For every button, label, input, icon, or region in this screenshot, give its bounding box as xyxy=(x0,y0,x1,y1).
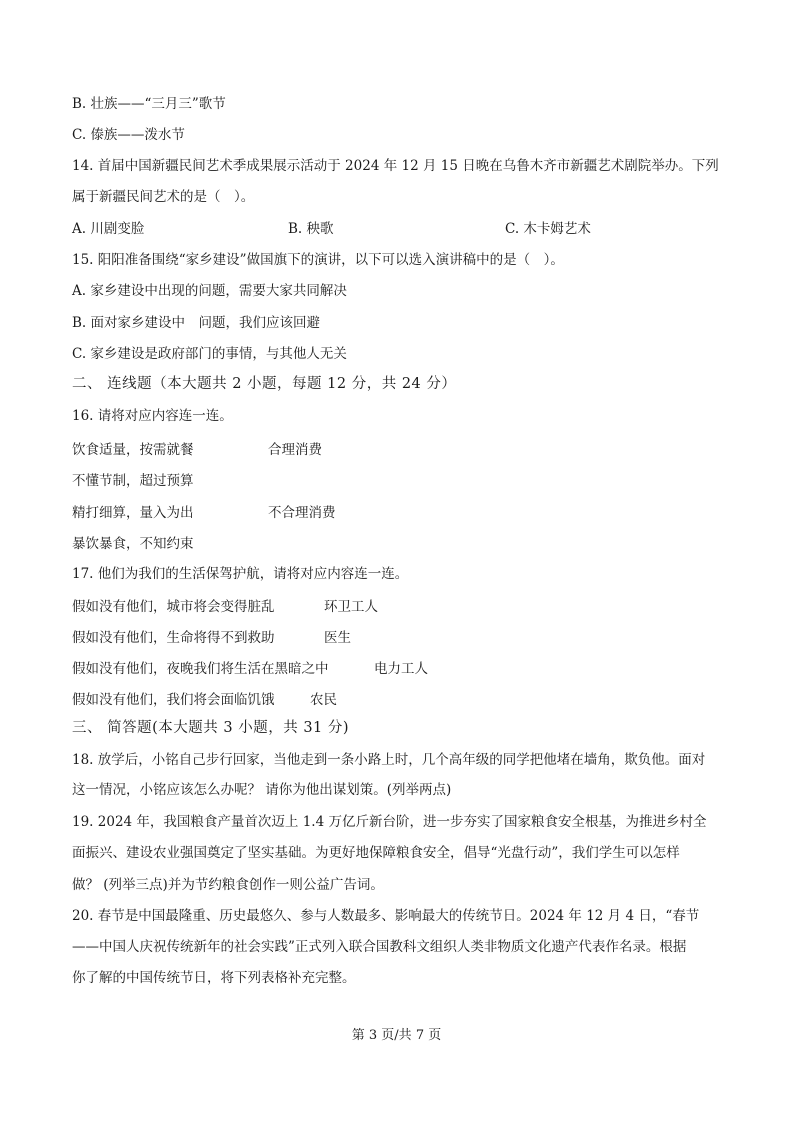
q14-option-a: A. 川剧变脸 xyxy=(72,221,145,237)
q19-line2: 面振兴、建设农业强国奠定了坚实基础。为更好地保障粮食安全，倡导“光盘行动”，我们学生可以怎样 xyxy=(72,845,680,861)
section-3-heading: 三、 简答题(本大题共 3 小题，共 31 分) xyxy=(72,720,350,736)
q14-option-b: B. 秧歌 xyxy=(288,221,334,237)
page-footer: 第 3 页/共 7 页 xyxy=(351,1028,442,1043)
q17-right-item-4: 农民 xyxy=(310,692,337,708)
q16-left-item-2: 不懂节制，超过预算 xyxy=(72,473,194,489)
q20-line2: ——中国人庆祝传统新年的社会实践”正式列入联合国教科文组织人类非物质文化遗产代表作名录。根据 xyxy=(72,939,687,955)
q17-stem: 17. 他们为我们的生活保驾护航，请将对应内容连一连。 xyxy=(72,566,409,582)
q20-line1: 20. 春节是中国最隆重、历史最悠久、参与人数最多、影响最大的传统节日。2024 年 12 月 4 日，“春节 xyxy=(72,908,700,924)
q16-right-item-2: 不合理消费 xyxy=(268,505,336,521)
q18-line1: 18. 放学后，小铭自己步行回家，当他走到一条小路上时，几个高年级的同学把他堵在墙角，欺负他。面对 xyxy=(72,752,706,768)
q17-right-item-1: 环卫工人 xyxy=(324,599,378,615)
q16-left-item-1: 饮食适量，按需就餐 xyxy=(72,442,194,458)
q16-left-item-3: 精打细算，量入为出 xyxy=(72,505,194,521)
q18-line2: 这一情况，小铭应该怎么办呢？ 请你为他出谋划策。(列举两点) xyxy=(72,782,452,798)
q17-left-item-2: 假如没有他们，生命将得不到救助 xyxy=(72,630,275,646)
q17-right-item-3: 电力工人 xyxy=(374,661,428,677)
q19-line3: 做？ (列举三点)并为节约粮食创作一则公益广告词。 xyxy=(72,877,384,893)
q14-stem-line1: 14. 首届中国新疆民间艺术季成果展示活动于 2024 年 12 月 15 日晚在乌鲁木齐市新疆艺术剧院举办。下列 xyxy=(72,158,719,174)
q14-stem-line2: 属于新疆民间艺术的是（ ）。 xyxy=(72,189,255,205)
option-c-dai: C. 傣族——泼水节 xyxy=(72,127,185,143)
q15-option-a: A. 家乡建设中出现的问题，需要大家共同解决 xyxy=(72,283,347,299)
q19-line1: 19. 2024 年，我国粮食产量首次迈上 1.4 万亿斤新台阶，进一步夯实了国家粮食安全根基，为推进乡村全 xyxy=(72,814,707,830)
q15-stem: 15. 阳阳准备围绕“家乡建设”做国旗下的演讲，以下可以选入演讲稿中的是（ ）。 xyxy=(72,252,564,268)
q20-line3: 你了解的中国传统节日，将下列表格补充完整。 xyxy=(72,970,356,986)
q17-left-item-4: 假如没有他们，我们将会面临饥饿 xyxy=(72,692,275,708)
q17-right-item-2: 医生 xyxy=(324,630,351,646)
section-2-heading: 二、 连线题（本大题共 2 小题，每题 12 分，共 24 分） xyxy=(72,376,457,392)
q16-left-item-4: 暴饮暴食，不知约束 xyxy=(72,536,194,552)
q15-option-c: C. 家乡建设是政府部门的事情，与其他人无关 xyxy=(72,346,347,362)
q17-left-item-1: 假如没有他们，城市将会变得脏乱 xyxy=(72,599,275,615)
option-b-zhuang: B. 壮族——“三月三”歌节 xyxy=(72,96,226,112)
q14-option-c: C. 木卡姆艺术 xyxy=(505,221,591,237)
q16-stem: 16. 请将对应内容连一连。 xyxy=(72,408,233,424)
q17-left-item-3: 假如没有他们，夜晚我们将生活在黑暗之中 xyxy=(72,661,329,677)
q16-right-item-1: 合理消费 xyxy=(268,442,322,458)
q15-option-b: B. 面对家乡建设中 问题，我们应该回避 xyxy=(72,315,321,331)
